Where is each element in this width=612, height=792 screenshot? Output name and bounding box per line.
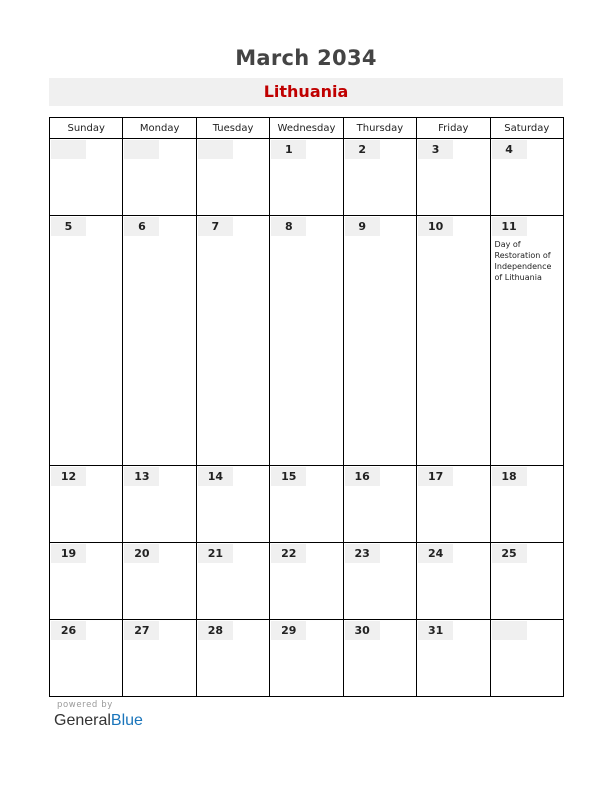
day-number: 31 <box>418 621 453 640</box>
day-number: 8 <box>271 217 306 236</box>
day-cell <box>417 542 490 619</box>
day-cell <box>50 465 123 542</box>
week-row <box>50 139 564 216</box>
day-number: 10 <box>418 217 453 236</box>
day-number: 17 <box>418 467 453 486</box>
day-number: 4 <box>492 140 527 159</box>
day-number: 30 <box>345 621 380 640</box>
day-cell <box>270 542 343 619</box>
country-name: Lithuania <box>263 82 349 101</box>
brand-logo[interactable] <box>54 712 143 730</box>
day-number: 14 <box>198 467 233 486</box>
day-cell <box>417 619 490 696</box>
day-number: 18 <box>492 467 527 486</box>
day-number: 2 <box>345 140 380 159</box>
day-number: 23 <box>345 544 380 563</box>
day-number: 29 <box>271 621 306 640</box>
weekday-header: Monday <box>123 118 196 139</box>
day-cell <box>196 542 269 619</box>
weekday-header: Sunday <box>50 118 123 139</box>
day-cell <box>270 216 343 466</box>
day-number <box>198 140 233 159</box>
day-cell <box>123 216 196 466</box>
day-cell <box>343 542 416 619</box>
day-number <box>492 621 527 640</box>
calendar-grid <box>49 117 564 697</box>
day-cell <box>50 216 123 466</box>
day-cell <box>196 465 269 542</box>
day-cell <box>490 465 563 542</box>
day-number <box>124 140 159 159</box>
day-number: 28 <box>198 621 233 640</box>
day-number: 22 <box>271 544 306 563</box>
week-row <box>50 216 564 466</box>
day-cell <box>50 542 123 619</box>
day-number: 5 <box>51 217 86 236</box>
day-cell <box>270 139 343 216</box>
weekday-header: Friday <box>417 118 490 139</box>
day-cell-empty <box>123 139 196 216</box>
day-number: 9 <box>345 217 380 236</box>
day-cell <box>270 619 343 696</box>
country-banner <box>49 78 563 106</box>
day-number: 7 <box>198 217 233 236</box>
day-cell-empty <box>196 139 269 216</box>
day-cell <box>417 139 490 216</box>
brand-general: General <box>54 712 111 729</box>
day-number: 16 <box>345 467 380 486</box>
day-number: 6 <box>124 217 159 236</box>
day-number: 25 <box>492 544 527 563</box>
day-cell <box>196 619 269 696</box>
day-cell <box>123 619 196 696</box>
day-cell <box>270 465 343 542</box>
week-row <box>50 619 564 696</box>
day-number: 12 <box>51 467 86 486</box>
day-cell-empty <box>490 619 563 696</box>
powered-by-label: powered by <box>57 700 113 710</box>
day-cell <box>343 619 416 696</box>
weekday-header: Thursday <box>343 118 416 139</box>
day-cell <box>417 465 490 542</box>
day-number: 20 <box>124 544 159 563</box>
holiday-label: Day of Restoration of Independence of Lithuania <box>494 240 552 283</box>
day-cell <box>343 139 416 216</box>
day-cell <box>343 465 416 542</box>
day-cell <box>490 139 563 216</box>
day-cell <box>50 619 123 696</box>
weekday-header: Tuesday <box>196 118 269 139</box>
day-cell <box>343 216 416 466</box>
week-row <box>50 465 564 542</box>
day-cell <box>417 216 490 466</box>
calendar-title: March 2034 <box>235 46 377 70</box>
day-number: 11 <box>492 217 527 236</box>
weekday-header: Wednesday <box>270 118 343 139</box>
day-cell <box>490 542 563 619</box>
day-cell <box>123 465 196 542</box>
day-cell-holiday <box>490 216 563 466</box>
day-number: 26 <box>51 621 86 640</box>
day-cell-empty <box>50 139 123 216</box>
day-number: 3 <box>418 140 453 159</box>
weekday-header-row <box>50 118 564 139</box>
brand-blue: Blue <box>110 712 143 729</box>
day-number: 21 <box>198 544 233 563</box>
weekday-header: Saturday <box>490 118 563 139</box>
day-cell <box>196 216 269 466</box>
day-number: 19 <box>51 544 86 563</box>
week-row <box>50 542 564 619</box>
day-number <box>51 140 86 159</box>
day-number: 15 <box>271 467 306 486</box>
day-cell <box>123 542 196 619</box>
day-number: 13 <box>124 467 159 486</box>
day-number: 27 <box>124 621 159 640</box>
day-number: 24 <box>418 544 453 563</box>
day-number: 1 <box>271 140 306 159</box>
